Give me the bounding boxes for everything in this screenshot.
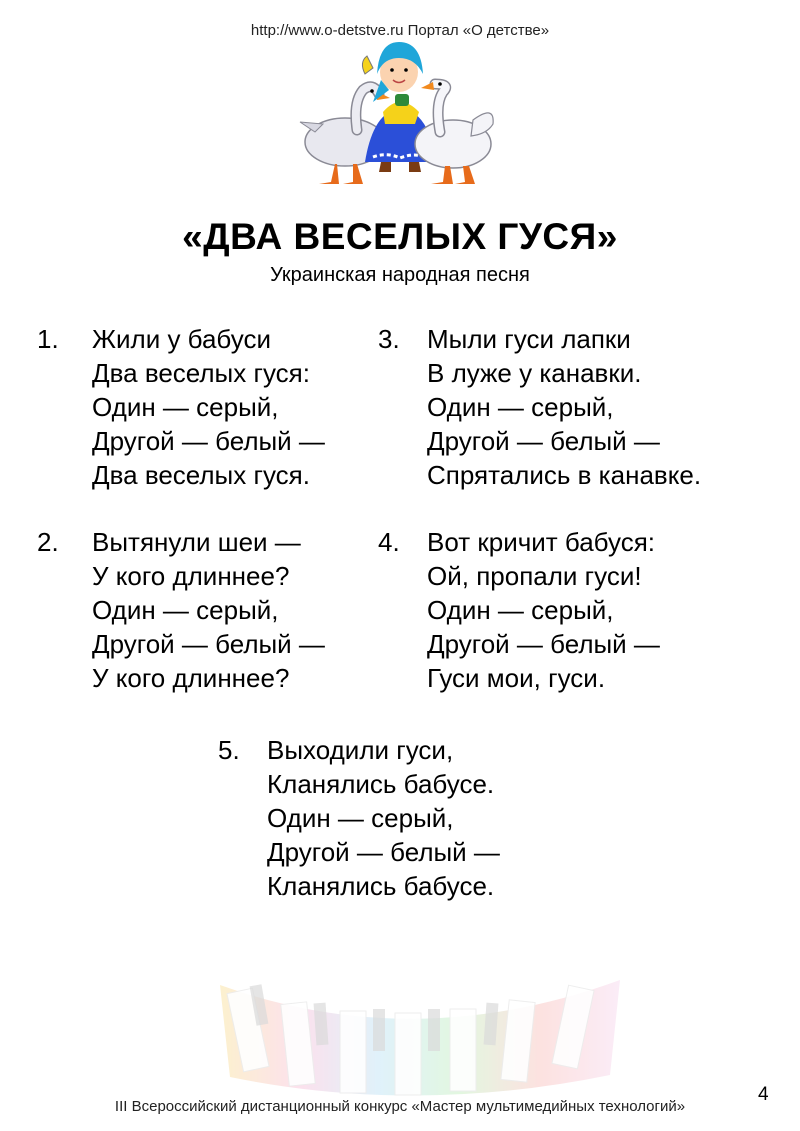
- verse-line: Гуси мои, гуси.: [427, 663, 606, 693]
- page-subtitle: Украинская народная песня: [270, 264, 530, 286]
- verse-line: Другой — белый —: [427, 426, 660, 456]
- verse-line: Мыли гуси лапки: [427, 324, 631, 354]
- verse-line: Один — серый,: [92, 595, 279, 625]
- verse-line: Два веселых гуся.: [92, 460, 310, 490]
- verse-line: В луже у канавки.: [427, 358, 642, 388]
- verse-line: Один — серый,: [427, 392, 614, 422]
- verse-line: Спрятались в канавке.: [427, 460, 702, 490]
- grandma-geese-illustration: [295, 12, 505, 190]
- page-title: «ДВА ВЕСЕЛЫХ ГУСЯ»: [182, 216, 618, 257]
- verse-line: Ой, пропали гуси!: [427, 561, 642, 591]
- verse-line: Другой — белый —: [267, 837, 500, 867]
- verse-line: Другой — белый —: [92, 426, 325, 456]
- page-number: 4: [758, 1084, 769, 1105]
- verse-number: 1.: [37, 324, 59, 354]
- piano-keys-decoration: [215, 965, 625, 1100]
- verse-line: Вот кричит бабуся:: [427, 527, 656, 557]
- verse-number: 5.: [218, 735, 240, 765]
- verse-line: Вытянули шеи —: [92, 527, 301, 557]
- verse-line: У кого длиннее?: [92, 561, 290, 591]
- verse-number: 3.: [378, 324, 400, 354]
- verse-line: Два веселых гуся:: [92, 358, 310, 388]
- verse-line: Кланялись бабусе.: [267, 871, 495, 901]
- verse-line: Другой — белый —: [427, 629, 660, 659]
- verse-line: Другой — белый —: [92, 629, 325, 659]
- verse-line: У кого длиннее?: [92, 663, 290, 693]
- verse-line: Кланялись бабусе.: [267, 769, 495, 799]
- verse-number: 2.: [37, 527, 59, 557]
- footer-text: III Всероссийский дистанционный конкурс «Мастер мультимедийных технологий»: [114, 1098, 686, 1115]
- header-url: http://www.o-detstve.ru Портал «О детстве»: [250, 22, 550, 39]
- white-goose-image: [415, 82, 493, 184]
- verse-line: Один — серый,: [427, 595, 614, 625]
- verse-number: 4.: [378, 527, 400, 557]
- verse-line: Выходили гуси,: [267, 735, 454, 765]
- verse-line: Жили у бабуси: [92, 324, 271, 354]
- verse-line: Один — серый,: [92, 392, 279, 422]
- verse-line: Один — серый,: [267, 803, 454, 833]
